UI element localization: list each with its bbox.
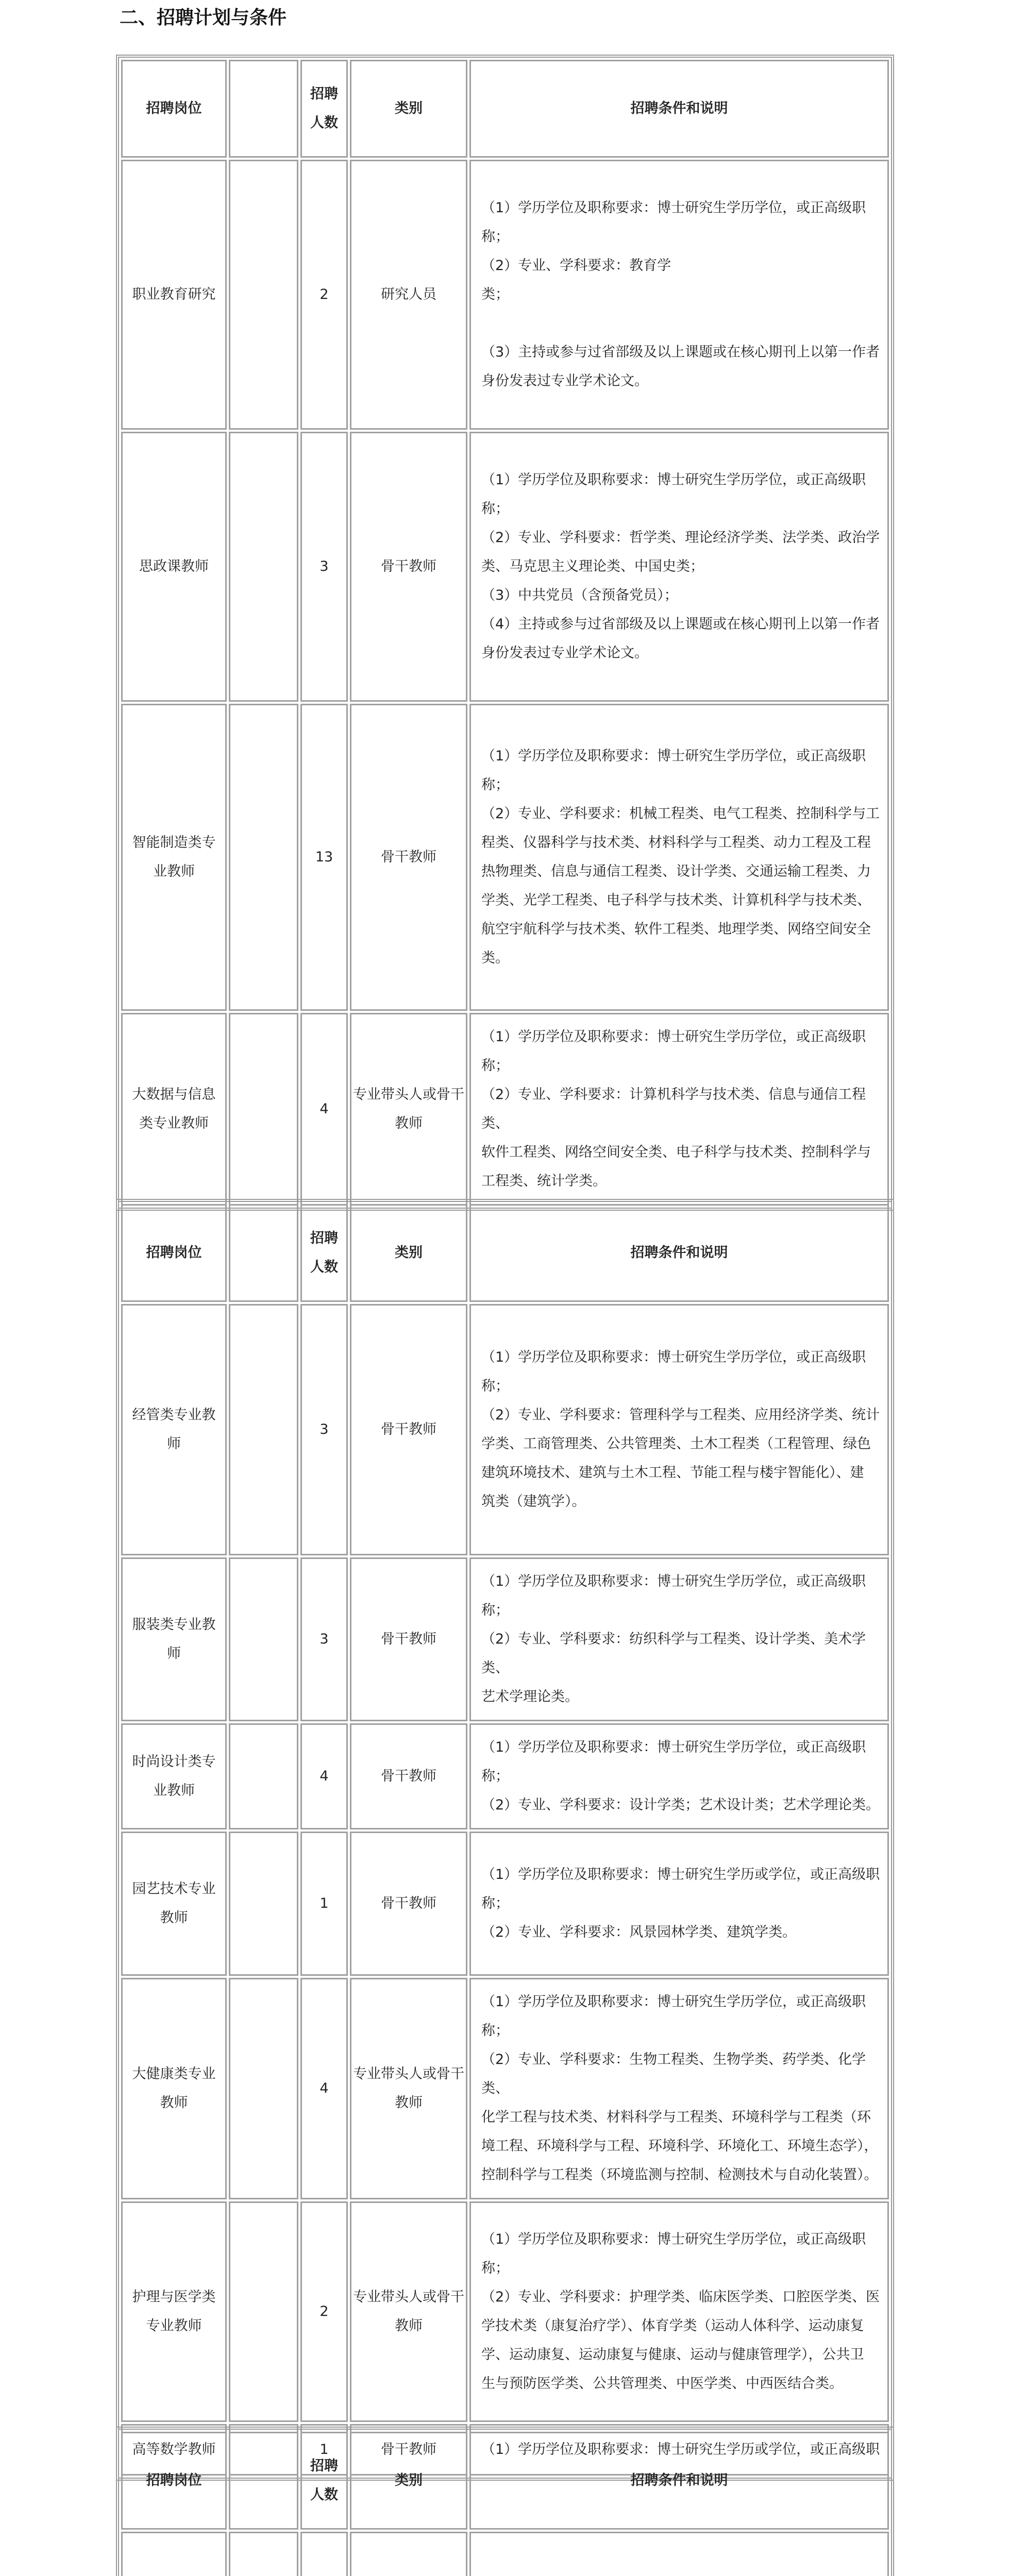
category-cell: 骨干教师 (350, 432, 467, 702)
condition-line: （1）学历学位及职称要求：博士研究生学历或学位，或正高级职 (481, 2442, 880, 2458)
header-category: 类别 (350, 2432, 467, 2530)
condition-line: 工程类、统计学类。 (481, 1173, 607, 1189)
condition-line: （1）学历学位及职称要求：博士研究生学历学位，或正高级职称； (481, 472, 866, 517)
recruitment-table-1 (116, 55, 894, 1211)
position-cell: 职业教育研究 (121, 160, 227, 430)
conditions-cell (469, 2201, 889, 2422)
conditions-cell (469, 1304, 889, 1555)
condition-line: （2）专业、学科要求：管理科学与工程类、应用经济学类、统计 (481, 1407, 880, 1423)
header-position: 招聘岗位 (121, 2432, 227, 2530)
position-cell: 时尚设计类专业教师 (121, 1723, 227, 1829)
table-row (121, 1304, 889, 1555)
header-count: 招聘 人数 (300, 60, 348, 158)
header-position: 招聘岗位 (121, 60, 227, 158)
position-cell: 服装类专业教师 (121, 1557, 227, 1721)
header-conditions: 招聘条件和说明 (469, 60, 889, 158)
table-row (121, 1832, 889, 1976)
category-cell: 研究人员 (350, 160, 467, 430)
header-conditions: 招聘条件和说明 (469, 1204, 889, 1302)
condition-line: （1）学历学位及职称要求：博士研究生学历学位，或正高级职称； (481, 2231, 866, 2276)
count-cell: 1 (300, 1832, 348, 1976)
table-row (121, 1557, 889, 1721)
category-cell: 骨干教师 (350, 2424, 467, 2476)
condition-line: 学类、工商管理类、公共管理类、土木工程类（工程管理、绿色 (481, 1436, 871, 1452)
blank-cell (229, 1013, 298, 1206)
category-cell: 专业带头人或骨干教师 (350, 2201, 467, 2422)
count-cell: 3 (300, 1557, 348, 1721)
category-cell: 骨干教师 (350, 1832, 467, 1976)
condition-line: （1）学历学位及职称要求：博士研究生学历学位，或正高级职称； (481, 1994, 866, 2039)
count-cell: 2 (300, 2201, 348, 2422)
position-cell: 护理与医学类专业教师 (121, 2201, 227, 2422)
condition-line: （2）专业、学科要求：生物工程类、生物学类、药学类、化学类、 (481, 2052, 866, 2096)
condition-line: 程类、仪器科学与技术类、材料科学与工程类、动力工程及工程 (481, 835, 871, 851)
position-cell: 大数据与信息类专业教师 (121, 1013, 227, 1206)
condition-line: 筑类（建筑学）。 (481, 1494, 586, 1510)
condition-line: 控制科学与工程类（环境监测与控制、检测技术与自动化装置）。 (481, 2167, 878, 2183)
count-cell: 4 (300, 1723, 348, 1829)
condition-line: （1）学历学位及职称要求：博士研究生学历学位，或正高级职称； (481, 1349, 866, 1394)
condition-line: 航空宇航科学与技术类、软件工程类、地理学类、网络空间安全 (481, 921, 871, 937)
count-cell (300, 2532, 348, 2576)
table-header-row (121, 2432, 889, 2530)
condition-line: 生与预防医学类、公共管理类、中医学类、中西医结合类。 (481, 2376, 843, 2392)
conditions-cell (469, 1832, 889, 1976)
position-cell: 思政课教师 (121, 432, 227, 702)
table-row (121, 2532, 889, 2576)
recruitment-table-3 (116, 2427, 894, 2576)
table-row (121, 704, 889, 1011)
count-cell: 1 (300, 2424, 348, 2476)
condition-line: 身份发表过专业学术论文。 (481, 373, 648, 389)
count-cell: 3 (300, 1304, 348, 1555)
condition-line: （1）学历学位及职称要求：博士研究生学历学位，或正高级职称； (481, 748, 866, 793)
conditions-cell (469, 1557, 889, 1721)
category-cell: 专业带头人或骨干教师 (350, 1978, 467, 2199)
condition-line: （2）专业、学科要求：护理学类、临床医学类、口腔医学类、医 (481, 2289, 880, 2305)
condition-line: （3）中共党员（含预备党员）； (481, 587, 678, 603)
conditions-cell (469, 160, 889, 430)
blank-cell (229, 1832, 298, 1976)
condition-line (481, 309, 881, 338)
header-count: 招聘 人数 (300, 2432, 348, 2530)
condition-line: 学、运动康复、运动康复与健康、运动与健康管理学），公共卫 (481, 2347, 864, 2363)
position-cell: 园艺技术专业教师 (121, 1832, 227, 1976)
count-cell: 4 (300, 1013, 348, 1206)
table-row (121, 160, 889, 430)
blank-cell (229, 1304, 298, 1555)
header-count: 招聘 人数 (300, 1204, 348, 1302)
blank-cell (229, 432, 298, 702)
header-blank (229, 2432, 298, 2530)
header-blank (229, 60, 298, 158)
header-position: 招聘岗位 (121, 1204, 227, 1302)
category-cell (350, 2532, 467, 2576)
conditions-cell (469, 704, 889, 1011)
count-cell: 13 (300, 704, 348, 1011)
condition-line: 艺术学理论类。 (481, 1689, 579, 1705)
blank-cell (229, 2201, 298, 2422)
condition-line: 类。 (481, 950, 509, 966)
table-header-row (121, 60, 889, 158)
blank-cell (229, 1723, 298, 1829)
conditions-cell (469, 432, 889, 702)
blank-cell (229, 704, 298, 1011)
condition-line: 境工程、环境科学与工程、环境科学、环境化工、环境生态学）， (481, 2138, 878, 2154)
position-cell: 高等数学教师 (121, 2424, 227, 2476)
table-row (121, 432, 889, 702)
condition-line: 建筑环境技术、建筑与土木工程、节能工程与楼宇智能化）、建 (481, 1465, 864, 1481)
condition-line: 软件工程类、网络空间安全类、电子科学与技术类、控制科学与 (481, 1144, 871, 1160)
condition-line: 类； (481, 286, 509, 302)
position-cell: 经管类专业教师 (121, 1304, 227, 1555)
blank-cell (229, 2532, 298, 2576)
position-cell: 智能制造类专业教师 (121, 704, 227, 1011)
condition-line: （2）专业、学科要求：计算机科学与技术类、信息与通信工程类、 (481, 1087, 866, 1131)
category-cell: 骨干教师 (350, 1723, 467, 1829)
conditions-cell (469, 1723, 889, 1829)
header-blank (229, 1204, 298, 1302)
table-row (121, 1723, 889, 1829)
condition-line: （1）学历学位及职称要求：博士研究生学历学位，或正高级职称； (481, 200, 866, 245)
table-row (121, 2201, 889, 2422)
condition-line: 称； (481, 1895, 509, 1911)
header-category: 类别 (350, 1204, 467, 1302)
condition-line: （1）学历学位及职称要求：博士研究生学历学位，或正高级职称； (481, 1029, 866, 1074)
count-cell: 2 (300, 160, 348, 430)
condition-line: （2）专业、学科要求：设计学类；艺术设计类；艺术学理论类。 (481, 1797, 880, 1813)
count-cell: 3 (300, 432, 348, 702)
condition-line: 热物理类、信息与通信工程类、设计学类、交通运输工程类、力 (481, 863, 871, 879)
category-cell: 专业带头人或骨干教师 (350, 1013, 467, 1206)
blank-cell (229, 160, 298, 430)
table-row (121, 1978, 889, 2199)
condition-line: （2）专业、学科要求：风景园林学类、建筑学类。 (481, 1924, 797, 1940)
table-row (121, 1013, 889, 1206)
conditions-cell (469, 1978, 889, 2199)
condition-line: 学类、光学工程类、电子科学与技术类、计算机科学与技术类、 (481, 892, 871, 908)
category-cell: 骨干教师 (350, 1304, 467, 1555)
recruitment-table-2 (116, 1199, 894, 2481)
conditions-cell (469, 2532, 889, 2576)
header-category: 类别 (350, 60, 467, 158)
condition-line: （2）专业、学科要求：教育学 (481, 258, 671, 274)
blank-cell (229, 1978, 298, 2199)
position-cell-empty (121, 2532, 227, 2576)
condition-line: （1）学历学位及职称要求：博士研究生学历学位，或正高级职称； (481, 1739, 866, 1784)
header-conditions: 招聘条件和说明 (469, 2432, 889, 2530)
condition-line: （2）专业、学科要求：纺织科学与工程类、设计学类、美术学类、 (481, 1631, 866, 1676)
condition-line: （2）专业、学科要求：机械工程类、电气工程类、控制科学与工 (481, 806, 880, 822)
condition-line: （1）学历学位及职称要求：博士研究生学历或学位，或正高级职 (481, 1867, 880, 1883)
count-cell: 4 (300, 1978, 348, 2199)
condition-line: 类、马克思主义理论类、中国史类； (481, 558, 704, 574)
section-title: 二、招聘计划与条件 (120, 7, 287, 28)
condition-line: （1）学历学位及职称要求：博士研究生学历学位，或正高级职称； (481, 1573, 866, 1618)
condition-line: （3）主持或参与过省部级及以上课题或在核心期刊上以第一作者 (481, 344, 880, 360)
blank-cell (229, 1557, 298, 1721)
condition-line: 化学工程与技术类、材料科学与工程类、环境科学与工程类（环 (481, 2109, 871, 2125)
conditions-cell (469, 1013, 889, 1206)
condition-line: 身份发表过专业学术论文。 (481, 645, 648, 661)
condition-line: （4）主持或参与过省部级及以上课题或在核心期刊上以第一作者 (481, 616, 880, 632)
condition-line: （2）专业、学科要求：哲学类、理论经济学类、法学类、政治学 (481, 530, 880, 546)
category-cell: 骨干教师 (350, 1557, 467, 1721)
table-header-row (121, 1204, 889, 1302)
condition-line: 学技术类（康复治疗学）、体育学类（运动人体科学、运动康复 (481, 2318, 864, 2334)
category-cell: 骨干教师 (350, 704, 467, 1011)
position-cell: 大健康类专业教师 (121, 1978, 227, 2199)
